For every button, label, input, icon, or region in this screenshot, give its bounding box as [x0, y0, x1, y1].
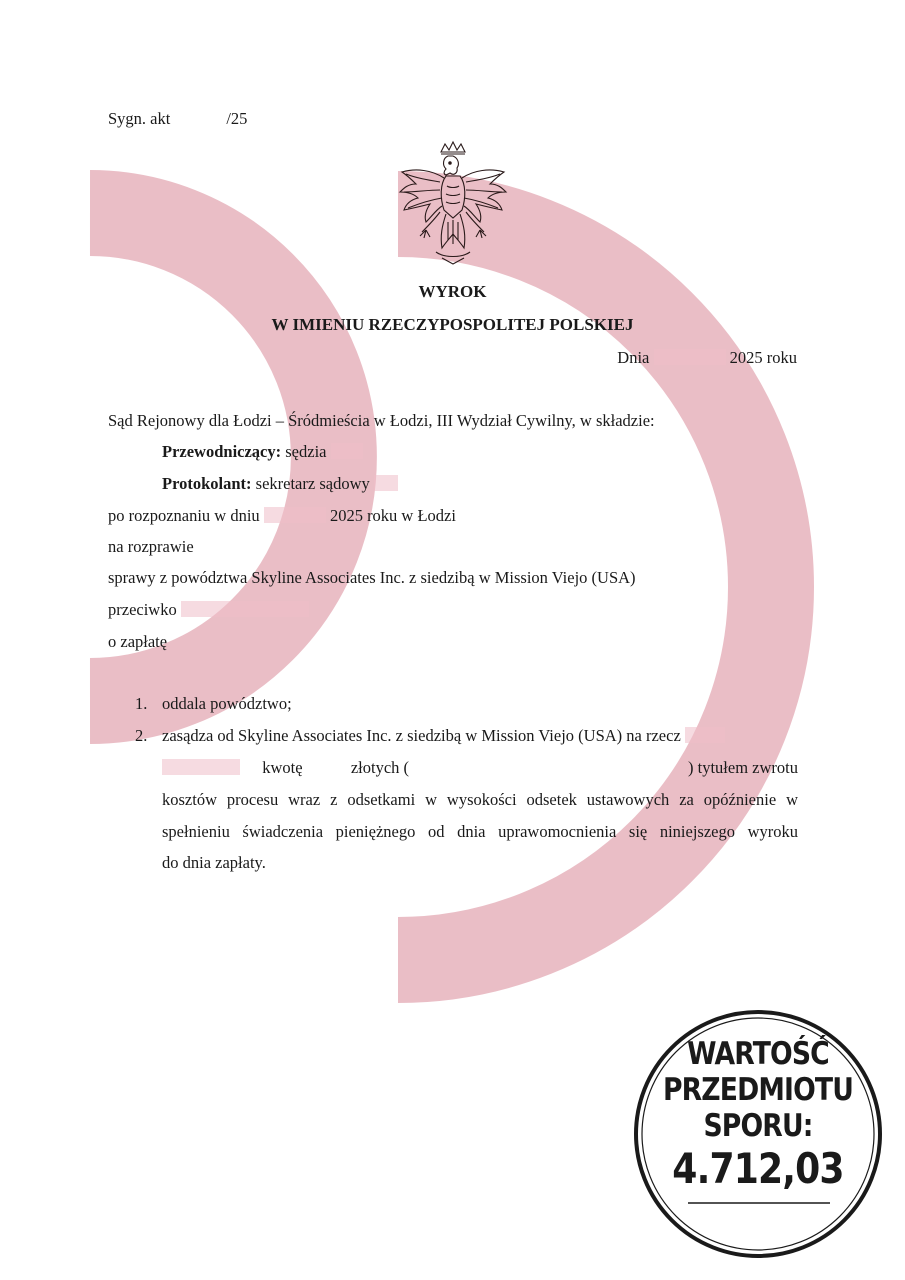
ruling-text-line-1 [162, 726, 725, 746]
ruling-text-line-5: do dnia zapłaty. [162, 853, 266, 872]
redacted-defendant-name [685, 727, 725, 743]
redacted-date [654, 349, 726, 365]
case-signature-suffix: /25 [226, 109, 248, 128]
redacted-amount-words [409, 759, 619, 775]
case-signature [108, 109, 247, 129]
against-line [108, 600, 309, 620]
hearing-line [108, 506, 456, 526]
redacted-defendant [181, 601, 309, 617]
against-label: przeciwko [108, 600, 177, 619]
redacted-defendant-name-cont [162, 759, 240, 775]
hearing-suffix: 2025 roku w Łodzi [329, 506, 456, 525]
redacted-judge-name [331, 443, 363, 459]
ruling-currency-label: złotych ( [350, 758, 410, 777]
ruling-number: 2. [135, 726, 148, 745]
ruling-purpose: ) tytułem zwrotu [688, 758, 798, 777]
stamp-line-1: WARTOŚĆ [687, 1036, 829, 1072]
ruling-number: 1. [135, 694, 148, 713]
presiding-label: Przewodniczący: [162, 442, 282, 461]
polish-eagle-emblem-icon [396, 140, 510, 266]
judgment-subtitle: W IMIENIU RZECZYPOSPOLITEJ POLSKIEJ [271, 315, 634, 334]
clerk-value: sekretarz sądowy [255, 474, 370, 493]
redacted-amount [307, 759, 347, 775]
stamp-text [632, 1036, 884, 1194]
ruling-text: oddala powództwo; [162, 694, 292, 713]
presiding-value: sędzia [285, 442, 327, 461]
subject-line: o zapłatę [108, 632, 168, 651]
judgment-date [617, 348, 797, 368]
court-clerk [162, 474, 398, 494]
trial-line: na rozprawie [108, 537, 194, 556]
judgment-title: WYROK [418, 282, 487, 301]
redacted-hearing-date [264, 507, 326, 523]
stamp-value: 4.712,03 [672, 1144, 844, 1193]
presiding-judge [162, 442, 363, 462]
stamp-line-3: SPORU: [703, 1108, 813, 1144]
ruling-text-start: zasądza od Skyline Associates Inc. z siedzibą w Mission Viejo (USA) na rzecz [162, 726, 681, 745]
ruling-amount-label: kwotę [262, 758, 303, 777]
clerk-label: Protokolant: [162, 474, 252, 493]
court-line: Sąd Rejonowy dla Łodzi – Śródmieścia w Łodzi, III Wydział Cywilny, w składzie: [108, 411, 655, 430]
ruling-text-line-3: kosztów procesu wraz z odsetkami w wysokości odsetek ustawowych za opóźnienie w [162, 790, 798, 809]
case-signature-label: Sygn. akt [108, 109, 171, 128]
redacted-clerk-name [374, 475, 398, 491]
date-suffix: 2025 roku [729, 348, 797, 367]
ruling-text-line-2 [162, 758, 798, 778]
ruling-text-line-4: spełnieniu świadczenia pieniężnego od dnia uprawomocnienia się niniejszego wyroku [162, 822, 798, 841]
dispute-value-stamp [632, 1008, 884, 1260]
date-prefix: Dnia [617, 348, 650, 367]
hearing-prefix: po rozpoznaniu w dniu [108, 506, 260, 525]
claim-line: sprawy z powództwa Skyline Associates Inc. z siedzibą w Mission Viejo (USA) [108, 568, 636, 587]
stamp-line-2: PRZEDMIOTU [662, 1072, 854, 1108]
